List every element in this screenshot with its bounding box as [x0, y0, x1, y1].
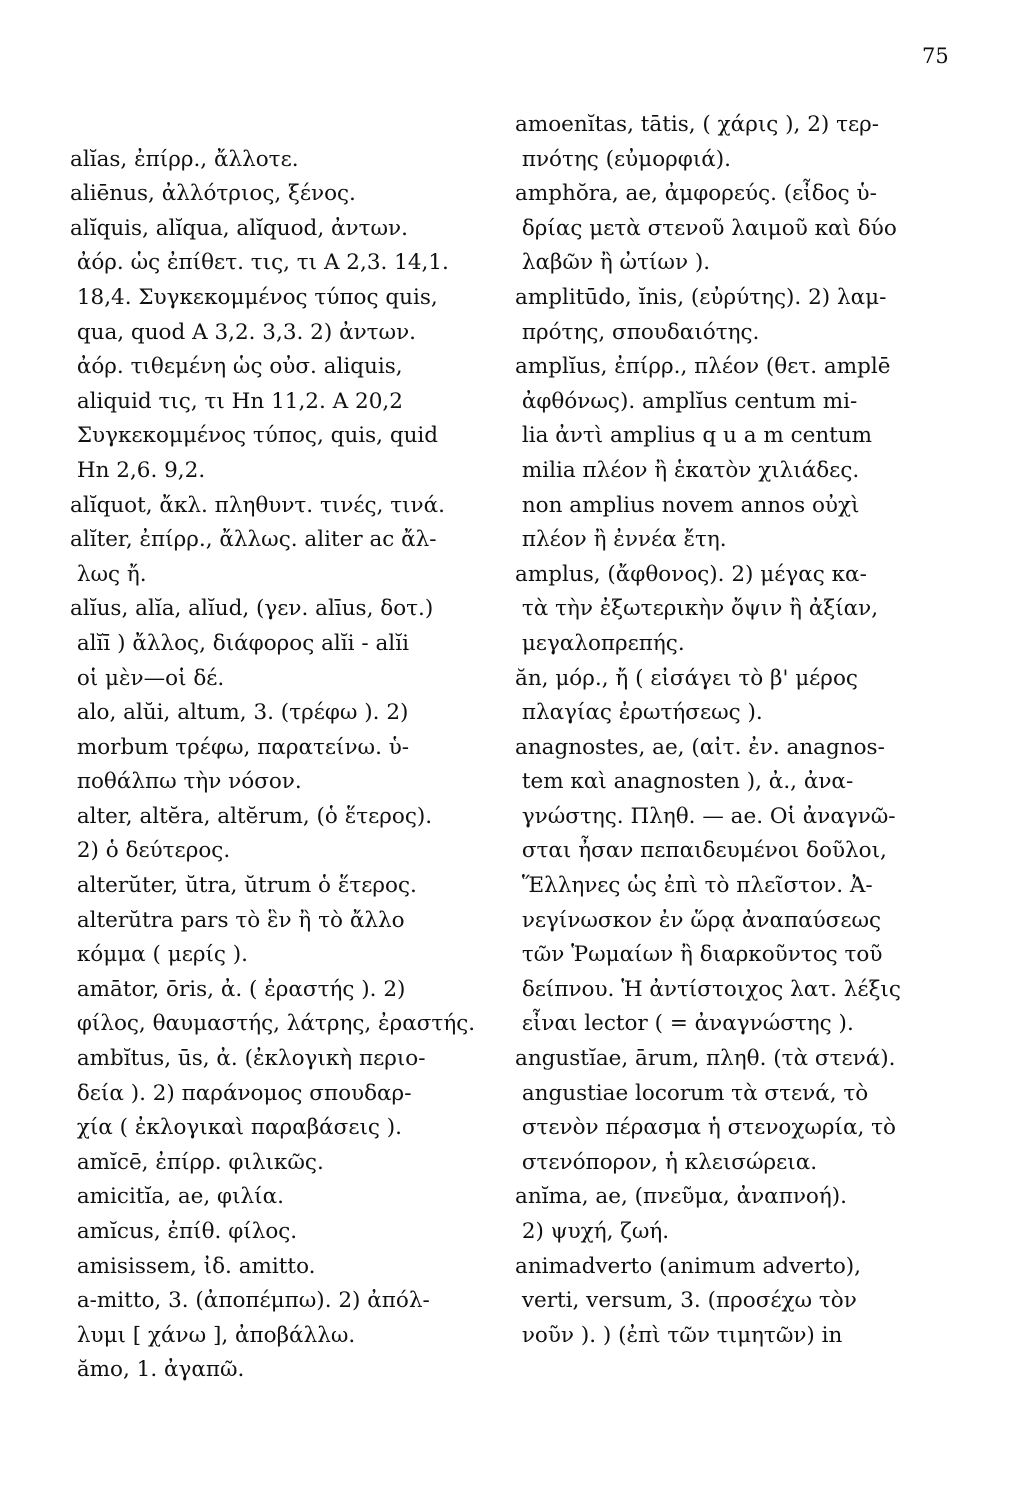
dictionary-line: amphŏra, ae, ἀμφορεύς. (εἶδος ὑ- [515, 181, 877, 207]
dictionary-line: νοῦν ). ) (ἐπὶ τῶν τιμητῶν) in [515, 1322, 843, 1348]
dictionary-line: alĭas, ἐπίρρ., ἄλλοτε. [70, 146, 299, 172]
dictionary-line: amĭcē, ἐπίρρ. φιλικῶς. [70, 1149, 324, 1175]
dictionary-line: aliquid τις, τι Hn 11,2. A 20,2 [70, 388, 403, 414]
dictionary-line: δρίας μετὰ στενοῦ λαιμοῦ καὶ δύο [515, 215, 897, 241]
dictionary-line: ămo, 1. ἀγαπῶ. [70, 1357, 245, 1383]
dictionary-line: tem καὶ anagnosten ), ἀ., ἀνα- [515, 769, 854, 795]
dictionary-line: γνώστης. Πληθ. — ae. Οἱ ἀναγνῶ- [515, 803, 896, 829]
dictionary-line: λως ἤ. [70, 561, 147, 587]
dictionary-line [70, 108, 510, 143]
dictionary-line: τῶν Ῥωμαίων ἢ διαρκοῦντος τοῦ [515, 942, 883, 968]
dictionary-line: πλέον ἢ ἐννέα ἔτη. [515, 527, 727, 553]
dictionary-line: πρότης, σπουδαιότης. [515, 319, 760, 345]
dictionary-line: εἶναι lector ( = ἀναγνώστης ). [515, 1011, 854, 1037]
dictionary-line: ποθάλπω τὴν νόσον. [70, 769, 302, 795]
dictionary-line: 2) ὁ δεύτερος. [70, 838, 231, 864]
dictionary-line: ăn, μόρ., ἤ ( εἰσάγει τὸ β' μέρος [515, 665, 858, 691]
dictionary-line: Ἕλληνες ὡς ἐπὶ τὸ πλεῖστον. Ἀ- [515, 873, 873, 899]
dictionary-line: alĭquot, ἄκλ. πληθυντ. τινές, τινά. [70, 492, 445, 518]
dictionary-line: ἀόρ. τιθεμένη ὡς οὐσ. aliquis, [70, 354, 403, 380]
dictionary-line: angustĭae, ārum, πληθ. (τὰ στενά). [515, 1046, 896, 1072]
dictionary-line: amātor, ōris, ἀ. ( ἐραστής ). 2) [70, 976, 406, 1002]
dictionary-line: non amplius novem annos οὐχὶ [515, 492, 860, 518]
dictionary-line: νεγίνωσκον ἐν ὥρᾳ ἀναπαύσεως [515, 907, 882, 933]
dictionary-line: amĭcus, ἐπίθ. φίλος. [70, 1219, 298, 1244]
dictionary-line: ἀφθόνως). amplĭus centum mi- [515, 388, 858, 414]
dictionary-line: κόμμα ( μερίς ). [70, 942, 249, 968]
dictionary-line: amisissem, ἰδ. amitto. [70, 1253, 316, 1279]
dictionary-line: Hn 2,6. 9,2. [70, 457, 206, 483]
page-number: 75 [922, 44, 949, 68]
dictionary-line: στενὸν πέρασμα ἡ στενοχωρία, τὸ [515, 1115, 896, 1141]
dictionary-line: alĭus, alĭa, alĭud, (γεν. alīus, δοτ.) [70, 596, 434, 622]
dictionary-line: lia ἀντὶ amplius q u a m centum [515, 423, 873, 449]
dictionary-line: ἀόρ. ὡς ἐπίθετ. τις, τι Α 2,3. 14,1. [70, 250, 449, 276]
dictionary-line: anagnostes, ae, (αἰτ. ἐν. anagnos- [515, 734, 885, 760]
dictionary-line: amplĭus, ἐπίρρ., πλέον (θετ. amplē [515, 354, 891, 380]
dictionary-line: amplitūdo, ĭnis, (εὐρύτης). 2) λαμ- [515, 284, 887, 310]
dictionary-line: morbum τρέφω, παρατείνω. ὑ- [70, 734, 410, 760]
left-column [70, 108, 510, 1388]
dictionary-line: σται ἦσαν πεπαιδευμένοι δοῦλοι, [515, 838, 887, 864]
dictionary-line: alterŭtra pars τὸ ἓν ἢ τὸ ἄλλο [70, 907, 405, 933]
dictionary-line: πνότης (εὐμορφιά). [515, 146, 732, 172]
dictionary-line: aliēnus, ἀλλότριος, ξένος. [70, 181, 356, 207]
dictionary-line: δεία ). 2) παράνομος σπουδαρ- [70, 1080, 412, 1106]
dictionary-line: στενόπορον, ἡ κλεισώρεια. [515, 1149, 818, 1175]
dictionary-line: amicitĭa, ae, φιλία. [70, 1184, 284, 1210]
dictionary-line: qua, quod A 3,2. 3,3. 2) ἀντων. [70, 319, 416, 345]
dictionary-line: angustiae locorum τὰ στενά, τὸ [515, 1080, 869, 1106]
dictionary-line: τὰ τὴν ἐξωτερικὴν ὄψιν ἢ ἀξίαν, [515, 596, 879, 622]
dictionary-line: alo, alŭi, altum, 3. (τρέφω ). 2) [70, 700, 409, 726]
dictionary-line: verti, versum, 3. (προσέχω τὸν [515, 1288, 857, 1314]
dictionary-line: φίλος, θαυμαστής, λάτρης, ἐραστής. [70, 1011, 476, 1037]
dictionary-line: πλαγίας ἐρωτήσεως ). [515, 700, 763, 726]
dictionary-line: alĭquis, alĭqua, alĭquod, ἀντων. [70, 215, 408, 241]
dictionary-line: 18,4. Συγκεκομμένος τύπος quis, [70, 284, 438, 310]
dictionary-line: animadverto (animum adverto), [515, 1253, 861, 1279]
dictionary-line: amplus, (ἄφθονος). 2) μέγας κα- [515, 561, 867, 587]
dictionary-line: λυμι [ χάνω ], ἀποβάλλω. [70, 1322, 356, 1348]
dictionary-line: alĭī ) ἄλλος, διάφορος alĭi - alĭi [70, 630, 409, 656]
dictionary-line: Συγκεκομμένος τύπος, quis, quid [70, 423, 439, 449]
right-column [515, 108, 1015, 1353]
dictionary-line: μεγαλοπρεπής. [515, 630, 685, 656]
dictionary-line: alĭter, ἐπίρρ., ἄλλως. aliter ac ἄλ- [70, 527, 437, 553]
dictionary-line: 2) ψυχή, ζωή. [515, 1219, 670, 1244]
dictionary-line: οἱ μὲν—οἱ δέ. [70, 665, 225, 691]
dictionary-line: alterŭter, ŭtra, ŭtrum ὁ ἕτερος. [70, 873, 417, 899]
dictionary-line: milia πλέον ἢ ἑκατὸν χιλιάδες. [515, 457, 860, 483]
dictionary-line: χία ( ἐκλογικαὶ παραβάσεις ). [70, 1115, 403, 1141]
dictionary-line: λαβῶν ἢ ὠτίων ). [515, 250, 711, 276]
dictionary-line: δείπνου. Ἡ ἀντίστοιχος λατ. λέξις [515, 976, 901, 1002]
dictionary-line: ambĭtus, ūs, ἀ. (ἐκλογικὴ περιο- [70, 1046, 426, 1072]
dictionary-line: alter, altĕra, altĕrum, (ὁ ἕτερος). [70, 803, 433, 829]
dictionary-line: amoenĭtas, tātis, ( χάρις ), 2) τερ- [515, 112, 880, 137]
dictionary-line: a-mitto, 3. (ἀποπέμπω). 2) ἀπόλ- [70, 1288, 430, 1314]
dictionary-line: anĭma, ae, (πνεῦμα, ἀναπνοή). [515, 1184, 847, 1210]
